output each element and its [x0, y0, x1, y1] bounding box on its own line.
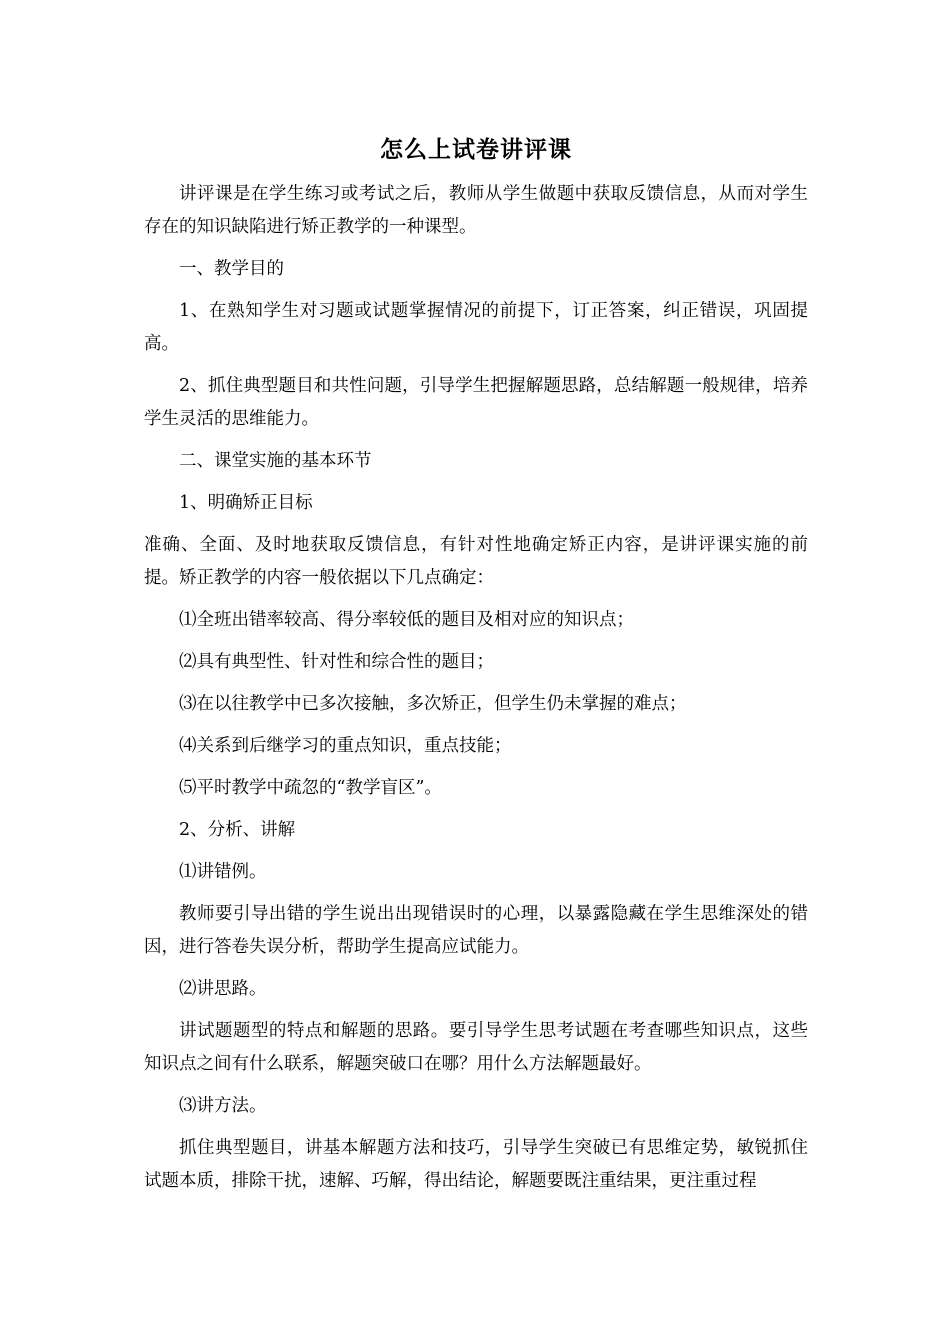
- paragraph: 2、分析、讲解: [179, 820, 296, 840]
- paragraph: ⑵具有典型性、针对性和综合性的题目；: [179, 652, 494, 672]
- paragraph: 一、教学目的: [179, 259, 284, 279]
- document-title: 怎么上试卷讲评课: [380, 136, 572, 163]
- paragraph: 讲评课是在学生练习或考试之后，教师从学生做题中获取反馈信息，从而对学生存在的知识缺陷进行矫正教学的一种课型。: [144, 184, 808, 237]
- paragraph: ⑸平时教学中疏忽的“教学盲区”。: [179, 778, 442, 798]
- paragraph: 二、课堂实施的基本环节: [179, 451, 372, 471]
- paragraph: 1、在熟知学生对习题或试题掌握情况的前提下，订正答案，纠正错误，巩固提高。: [144, 301, 808, 354]
- paragraph: 1、明确矫正目标: [179, 493, 313, 513]
- document-page: [144, 132, 808, 1207]
- paragraph: ⑶在以往教学中已多次接触，多次矫正，但学生仍未掌握的难点；: [179, 694, 687, 714]
- paragraph: 教师要引导出错的学生说出出现错误时的心理，以暴露隐藏在学生思维深处的错因，进行答卷失误分析，帮助学生提高应试能力。: [144, 904, 808, 957]
- paragraph: 抓住典型题目，讲基本解题方法和技巧，引导学生突破已有思维定势，敏锐抓住试题本质，排除干扰，速解、巧解，得出结论，解题要既注重结果，更注重过程: [144, 1138, 808, 1191]
- paragraph: 2、抓住典型题目和共性问题，引导学生把握解题思路，总结解题一般规律，培养学生灵活的思维能力。: [144, 376, 808, 429]
- paragraph: ⑵讲思路。: [179, 979, 267, 999]
- document-body: [144, 178, 808, 1198]
- paragraph: 准确、全面、及时地获取反馈信息，有针对性地确定矫正内容，是讲评课实施的前提。矫正教学的内容一般依据以下几点确定：: [144, 535, 808, 588]
- paragraph: ⑶讲方法。: [179, 1096, 267, 1116]
- paragraph: ⑴讲错例。: [179, 862, 267, 882]
- paragraph: 讲试题题型的特点和解题的思路。要引导学生思考试题在考查哪些知识点，这些知识点之间有什么联系，解题突破口在哪？用什么方法解题最好。: [144, 1021, 808, 1074]
- paragraph: ⑷关系到后继学习的重点知识，重点技能；: [179, 736, 512, 756]
- paragraph: ⑴全班出错率较高、得分率较低的题目及相对应的知识点；: [179, 610, 634, 630]
